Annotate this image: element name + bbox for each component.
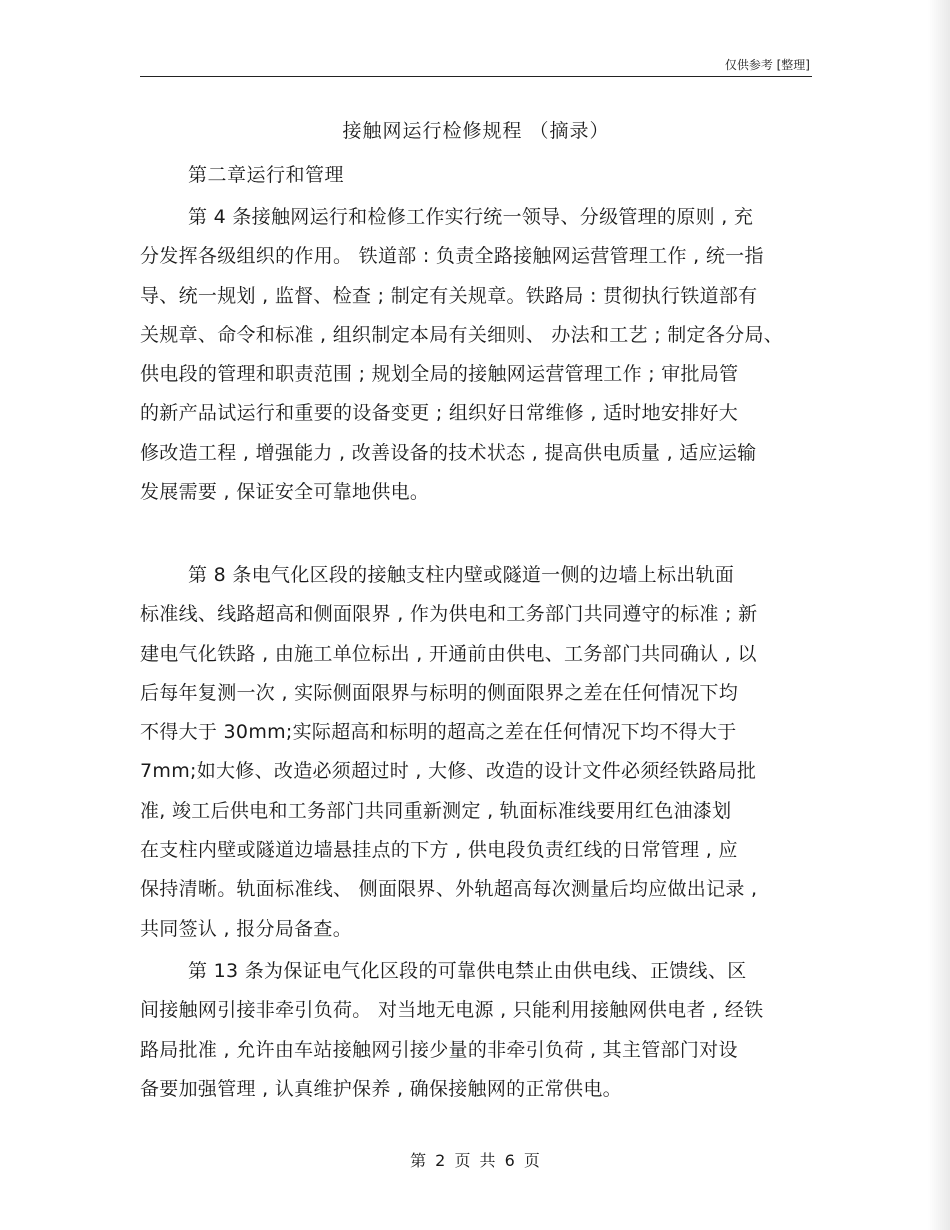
paragraph-line: 导、统一规划 , 监督、检查 ; 制定有关规章。铁路局 : 贯彻执行铁道部有: [140, 284, 758, 307]
paragraph-article-4: [140, 198, 820, 512]
page-edge-shadow: [928, 0, 950, 1230]
paragraph-line: 共同签认 , 报分局备查。: [140, 917, 353, 940]
paragraph-line: 路局批准 , 允许由车站接触网引接少量的非牵引负荷 , 其主管部门对设: [140, 1038, 738, 1061]
paragraph-line: 分发挥各级组织的作用。 铁道部 : 负责全路接触网运营管理工作 , 统一指: [140, 245, 764, 268]
header-note: 仅供参考 [整理]: [724, 58, 810, 72]
paragraph-line: 第 13 条为保证电气化区段的可靠供电禁止由供电线、正馈线、区: [188, 960, 747, 982]
paragraph-line: 关规章、命令和标准 , 组织制定本局有关细则、 办法和工艺 ; 制定各分局、: [140, 323, 784, 346]
document-title: 接触网运行检修规程 （摘录）: [342, 120, 610, 142]
paragraph-line: 修改造工程 , 增强能力 , 改善设备的技术状态 , 提高供电质量 , 适应运输: [140, 441, 757, 464]
paragraph-line: 第 8 条电气化区段的接触支柱内壁或隧道一侧的边墙上标出轨面: [188, 564, 735, 586]
page-number: 第 2 页 共 6 页: [410, 1151, 542, 1170]
paragraph-line: 建电气化铁路 , 由施工单位标出 , 开通前由供电、工务部门共同确认 , 以: [140, 642, 757, 665]
paragraph-line: 保持清晰。轨面标准线、 侧面限界、外轨超高每次测量后均应做出记录 ,: [140, 878, 758, 901]
paragraph-line: 供电段的管理和职责范围 ; 规划全局的接触网运营管理工作 ; 审批局管: [140, 363, 739, 386]
paragraph-line: 发展需要 , 保证安全可靠地供电。: [140, 481, 430, 504]
paragraph-line: 标准线、线路超高和侧面限界 , 作为供电和工务部门共同遵守的标准 ; 新: [140, 603, 758, 626]
paragraph-line: 后每年复测一次 , 实际侧面限界与标明的侧面限界之差在任何情况下均: [140, 681, 739, 704]
paragraph-line: 7mm;如大修、改造必须超过时 , 大修、改造的设计文件必须经铁路局批: [140, 760, 757, 783]
paragraph-article-8: [140, 556, 820, 949]
paragraph-line: 不得大于 30mm;实际超高和标明的超高之差在任何情况下均不得大于: [140, 721, 737, 744]
page-header: [140, 52, 812, 77]
paragraph-line: 间接触网引接非牵引负荷。 对当地无电源 , 只能利用接触网供电者 , 经铁: [140, 999, 764, 1022]
paragraph-line: 在支柱内壁或隧道边墙悬挂点的下方 , 供电段负责红线的日常管理 , 应: [140, 839, 738, 862]
chapter-heading: 第二章运行和管理: [188, 164, 345, 186]
paragraph-line: 准, 竣工后供电和工务部门共同重新测定 , 轨面标准线要用红色油漆划: [140, 799, 732, 822]
paragraph-article-13: [140, 952, 820, 1109]
paragraph-line: 的新产品试运行和重要的设备变更 ; 组织好日常维修 , 适时地安排好大: [140, 402, 739, 425]
paragraph-line: 第 4 条接触网运行和检修工作实行统一领导、分级管理的原则 , 充: [188, 206, 754, 228]
paragraph-line: 备要加强管理 , 认真维护保养 , 确保接触网的正常供电。: [140, 1077, 622, 1100]
